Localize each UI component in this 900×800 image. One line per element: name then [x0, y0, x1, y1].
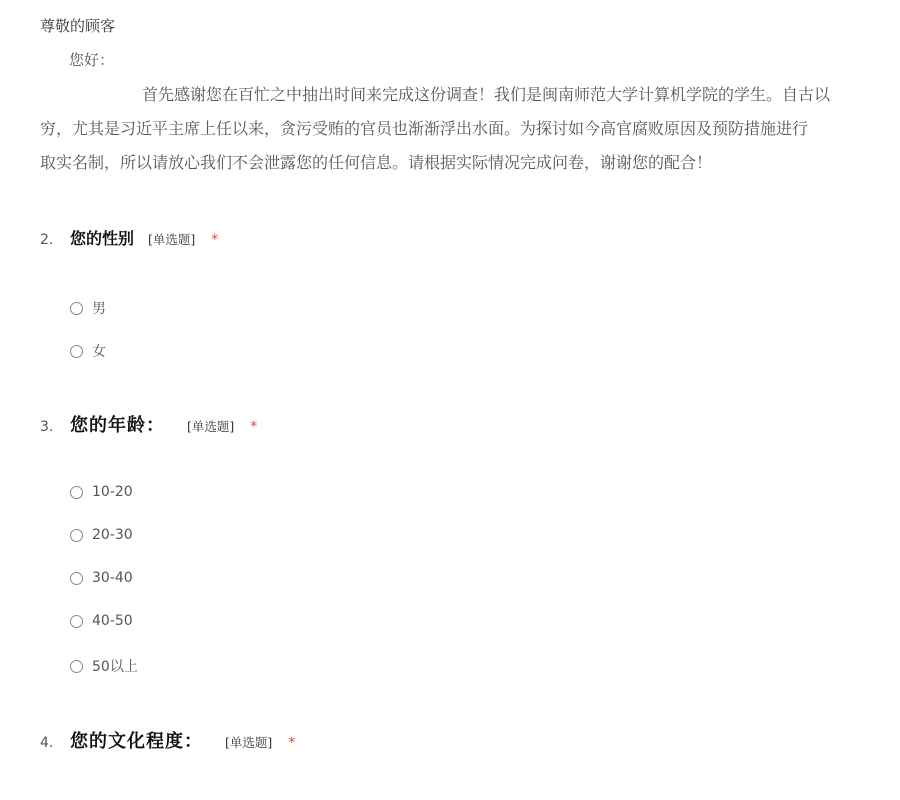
question-number: 3.	[40, 419, 54, 435]
question-type: [单选题]	[187, 419, 235, 434]
radio-option-age-50-plus[interactable]	[70, 656, 138, 676]
radio-option-age-30-40[interactable]	[70, 570, 133, 586]
question-title: 您的性别	[70, 229, 135, 248]
question-title: 您的年龄：	[70, 415, 165, 436]
radio-button[interactable]	[70, 345, 83, 358]
question-header	[40, 226, 880, 249]
radio-button[interactable]	[70, 572, 83, 585]
survey-intro	[40, 14, 900, 180]
radio-button[interactable]	[70, 302, 83, 315]
option-label: 10-20	[92, 484, 133, 500]
option-label: 30-40	[92, 570, 133, 586]
intro-line: 首先感谢您在百忙之中抽出时间来完成这份调查！我们是闽南师范大学计算机学院的学生。自古以	[142, 85, 831, 104]
option-label: 20-30	[92, 527, 133, 543]
option-label: 女	[92, 344, 106, 360]
question-title: 您的文化程度：	[70, 731, 203, 752]
question-number: 2.	[40, 232, 54, 248]
question-header	[40, 727, 880, 753]
intro-body	[40, 78, 900, 180]
radio-button[interactable]	[70, 529, 83, 542]
greeting: 尊敬的顾客	[40, 17, 116, 35]
option-label: 男	[92, 301, 106, 317]
radio-button[interactable]	[70, 486, 83, 499]
radio-option-age-20-30[interactable]	[70, 527, 133, 543]
salutation: 您好：	[69, 51, 115, 69]
intro-line: 穷，尤其是习近平主席上任以来，贪污受贿的官员也渐渐浮出水面。为探讨如今高官腐败原因及预防措施进行	[40, 119, 809, 138]
intro-line: 取实名制，所以请放心我们不会泄露您的任何信息。请根据实际情况完成问卷，谢谢您的配合！	[40, 153, 713, 172]
option-label: 50以上	[92, 659, 138, 675]
question-education	[40, 727, 880, 753]
option-label: 40-50	[92, 613, 133, 629]
required-marker: *	[211, 232, 219, 248]
question-age	[40, 411, 880, 675]
question-type: [单选题]	[225, 735, 273, 750]
radio-button[interactable]	[70, 615, 83, 628]
radio-option-male[interactable]	[70, 298, 106, 318]
required-marker: *	[250, 419, 258, 435]
question-header	[40, 411, 880, 437]
radio-option-age-10-20[interactable]	[70, 484, 133, 500]
radio-button[interactable]	[70, 660, 83, 673]
radio-option-female[interactable]	[70, 341, 106, 361]
radio-option-age-40-50[interactable]	[70, 613, 133, 629]
question-gender	[40, 226, 880, 360]
question-type: [单选题]	[148, 232, 196, 247]
required-marker: *	[288, 735, 296, 751]
question-number: 4.	[40, 735, 54, 751]
